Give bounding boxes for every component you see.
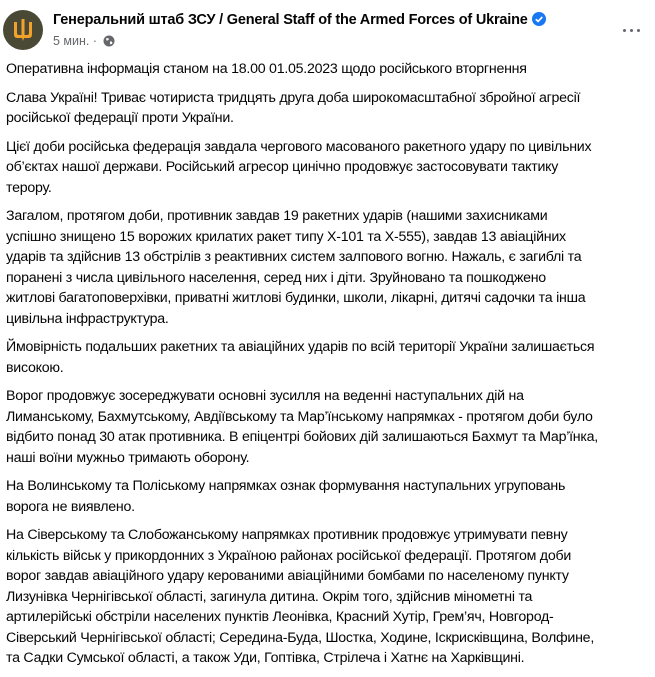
author-name[interactable]	[53, 12, 546, 28]
avatar[interactable]	[3, 10, 43, 50]
text-line: ворог завдав авіаційного удару керованими авіаційними бомбами по населеному пункту	[6, 568, 569, 584]
text-line: кількість військ у прикордонних з Україною районах російської федерації. Протягом доби	[6, 547, 572, 564]
text-line: цивільна інфраструктура.	[6, 310, 169, 327]
text-line: Ворог продовжує зосереджувати основні зусилля на веденні наступальних дій на	[6, 388, 524, 404]
text-line: Ймовірність подальших ракетних та авіаційних ударів по всій території України залишається	[6, 339, 595, 355]
post-paragraph	[6, 337, 655, 378]
text-line: Слава Україні! Триває чотириста тридцять друга доба широкомасштабної збройної агресії	[6, 89, 581, 106]
post-paragraph	[6, 525, 655, 669]
dot	[630, 29, 633, 32]
text-line: ударів та здійснив 13 обстрілів з реактивних систем залпового вогню. Нажаль, є загиблі та	[6, 249, 582, 265]
text-line: Сіверський Чернігівської області; Середина-Буда, Шостка, Ходине, Іскрисківщина, Волфине,	[6, 629, 595, 646]
author-name-text[interactable]: Генеральний штаб ЗСУ / General Staff of the Armed Forces of Ukraine	[53, 12, 528, 28]
text-line: Загалом, протягом доби, противник завдав 19 ракетних ударів (нашими захисниками	[6, 208, 548, 224]
text-line: артилерійські обстріли населених пунктів Леонівка, Красний Хутір, Грем’яч, Новгород-	[6, 609, 554, 625]
text-line: На Волинському та Поліському напрямках ознак формування наступальних угруповань	[6, 478, 566, 494]
more-options-button[interactable]	[620, 22, 644, 38]
post-paragraph	[6, 59, 655, 80]
post-meta	[53, 34, 115, 48]
text-line: відбито понад 30 атак противника. В епіцентрі бойових дій залишаються Бахмут та Мар’їнка,	[6, 429, 598, 445]
dot	[623, 29, 626, 32]
post-paragraph	[6, 386, 655, 468]
text-line: успішно знищено 15 ворожих крилатих ракет типу Х-101 та Х-555), завдав 13 авіаційних	[6, 228, 566, 245]
globe-icon	[103, 35, 115, 47]
separator: ·	[92, 34, 98, 48]
text-line: терору.	[6, 179, 52, 196]
text-line: Лизунівка Чернігівської області, загинула дитина. Окрім того, здійснив мінометні та	[6, 588, 533, 605]
text-line: Лиманському, Бахмутському, Авдіївському та Мар’їнському напрямках - протягом доби було	[6, 408, 593, 425]
dot	[637, 29, 640, 32]
text-line: На Сіверському та Слобожанському напрямках противник продовжує утримувати певну	[6, 527, 568, 543]
timestamp[interactable]: 5 мин.	[53, 34, 90, 48]
post-text	[6, 59, 655, 677]
post-paragraph	[6, 206, 655, 329]
text-line: Цієї доби російська федерація завдала чергового масованого ракетного удару по цивільних	[6, 138, 592, 155]
text-line: наші воїни мужньо тримають оборону.	[6, 449, 250, 466]
verified-badge-icon	[532, 12, 546, 26]
post-paragraph	[6, 476, 655, 517]
text-line: житлові багатоповерхівки, приватні житлові будинки, школи, лікарні, дитячі садочки та інша	[6, 290, 586, 306]
trident-icon	[13, 19, 33, 41]
text-line: ворога не виявлено.	[6, 498, 135, 515]
text-line: об’єктах нашої держави. Російський агресор цинічно продовжує застосовувати тактику	[6, 159, 559, 175]
text-line: та Садки Сумської області, а також Уди, Гоптівка, Стрілеча і Хатнє на Харківщині.	[6, 650, 525, 666]
post-paragraph	[6, 137, 655, 199]
text-line: поранені з числа цивільного населення, серед них і діти. Зруйновано та пошкоджено	[6, 269, 546, 286]
post-paragraph	[6, 88, 655, 129]
text-line: високою.	[6, 359, 64, 376]
text-line: російської федерації проти України.	[6, 110, 234, 126]
post-header	[0, 0, 655, 58]
text-line: Оперативна інформація станом на 18.00 01.05.2023 щодо російського вторгнення	[6, 61, 527, 77]
